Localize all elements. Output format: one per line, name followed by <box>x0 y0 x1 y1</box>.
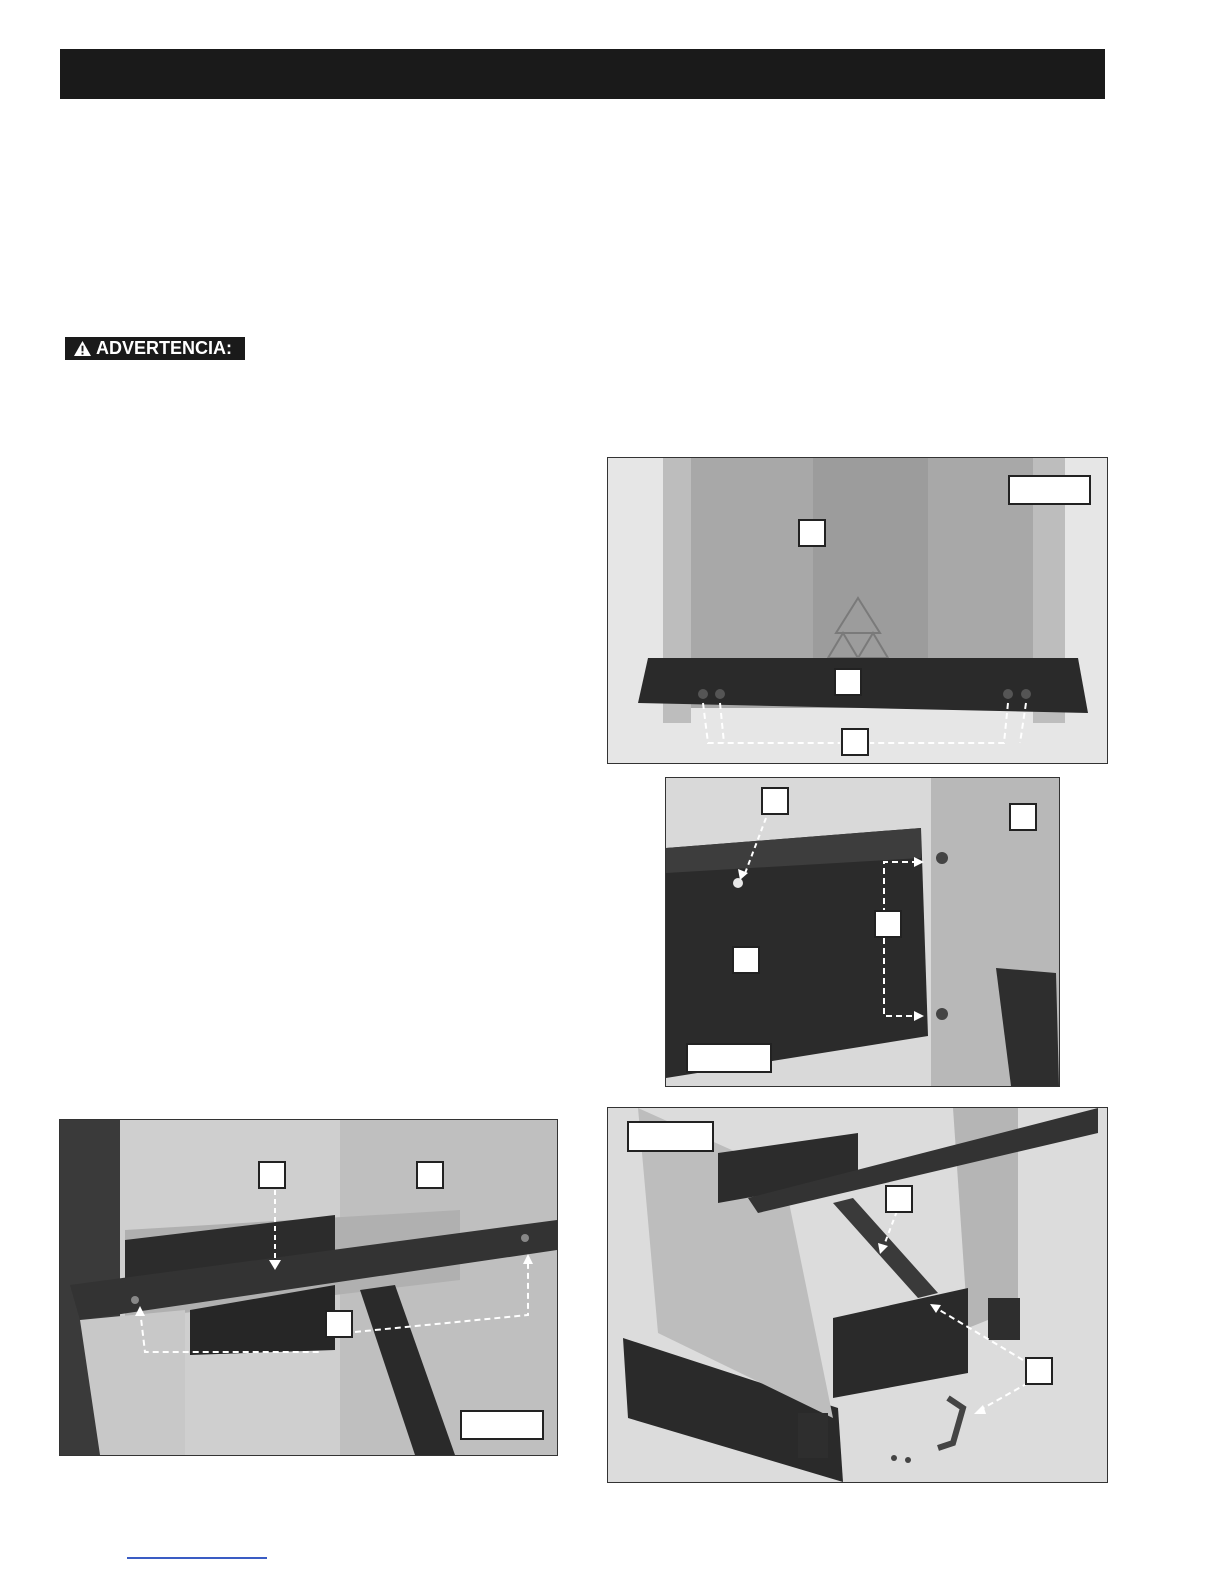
callout-box <box>885 1185 913 1213</box>
rear-panel-photo <box>666 778 1059 1086</box>
warning-text: ADVERTENCIA: <box>96 338 233 358</box>
callout-box <box>325 1310 353 1338</box>
warning-triangle-icon <box>73 340 92 357</box>
callout-box <box>1009 803 1037 831</box>
figure-rear-panel <box>665 777 1060 1087</box>
callout-box <box>732 946 760 974</box>
callout-box <box>874 910 902 938</box>
callout-box <box>841 728 869 756</box>
callout-box <box>1025 1357 1053 1385</box>
figure-top-rail <box>59 1119 558 1456</box>
callout-box <box>258 1161 286 1189</box>
figure-tag <box>686 1043 772 1073</box>
figure-stand-base <box>607 457 1108 764</box>
warning-label <box>65 337 245 360</box>
callout-box <box>834 668 862 696</box>
figure-assembled-stand <box>607 1107 1108 1483</box>
callout-box <box>416 1161 444 1189</box>
callout-box <box>798 519 826 547</box>
footer-link[interactable] <box>127 1557 267 1559</box>
assembled-stand-photo <box>608 1108 1107 1482</box>
figure-tag <box>1008 475 1091 505</box>
callout-box <box>761 787 789 815</box>
figure-tag <box>460 1410 544 1440</box>
figure-tag <box>627 1121 714 1152</box>
section-header-bar <box>60 49 1105 99</box>
top-rail-photo <box>60 1120 557 1455</box>
